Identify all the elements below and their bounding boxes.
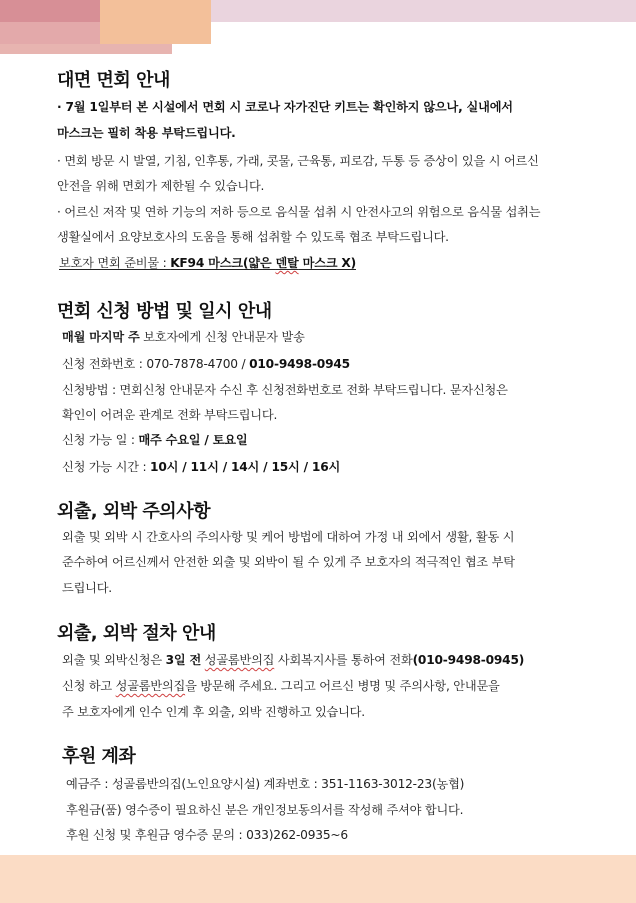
outing-procedure-1 <box>62 651 524 668</box>
application-days <box>62 431 247 448</box>
proc-l1-e: 사회복지사를 통하여 전화 <box>274 653 413 667</box>
visit-mask-notice-2: 마스크는 필히 착용 부탁드립니다. <box>57 126 236 140</box>
outing-caution-1: 외출 및 외박 시 간호사의 주의사항 및 케어 방법에 대하여 가정 내 외에서 생활, 활동 시 <box>62 530 515 544</box>
section-title-outing-caution: 외출, 외박 주의사항 <box>57 501 210 522</box>
donation-inquiry: 후원 신청 및 후원금 영수증 문의 : 033)262-0935~6 <box>66 828 348 842</box>
proc-l2-b: 성골롬반의집 <box>115 679 186 693</box>
visit-food-notice-2: 생활실에서 요양보호사의 도움을 통해 섭취할 수 있도록 협조 부탁드립니다. <box>57 230 449 244</box>
preparation-value-a: KF94 마스크(얇은 <box>170 256 276 270</box>
footer-band <box>0 855 636 903</box>
header-block-peach <box>100 0 211 44</box>
section-title-visit: 대면 면회 안내 <box>57 70 170 91</box>
proc-l1-f: (010-9498-0945) <box>412 653 525 667</box>
phone-mobile: 010-9498-0945 <box>249 357 350 371</box>
section-title-application: 면회 신청 방법 및 일시 안내 <box>57 301 272 322</box>
days-label: 신청 가능 일 : <box>62 433 139 447</box>
visit-food-notice-1: · 어르신 저작 및 연하 기능의 저하 등으로 음식물 섭취 시 안전사고의 위험으로 음식물 섭취는 <box>57 205 541 219</box>
visit-symptom-notice-1: · 면회 방문 시 발열, 기침, 인후통, 가래, 콧물, 근육통, 피로감, 두통 등 증상이 있을 시 어르신 <box>57 154 539 168</box>
donation-receipt: 후원금(품) 영수증이 필요하신 분은 개인정보동의서를 작성해 주셔야 합니다. <box>66 803 464 817</box>
proc-l1-a: 외출 및 외박신청은 <box>62 653 166 667</box>
visit-mask-notice-1: · 7월 1일부터 본 시설에서 면회 시 코로나 자가진단 키트는 확인하지 않으나, 실내에서 <box>57 100 513 114</box>
application-method-2: 확인이 어려운 관계로 전화 부탁드립니다. <box>62 408 278 422</box>
outing-caution-3: 드립니다. <box>62 581 112 595</box>
visit-preparation <box>59 254 356 271</box>
proc-l1-b: 3일 전 <box>165 653 202 667</box>
preparation-label: 보호자 면회 준비물 : <box>59 256 171 270</box>
outing-procedure-3: 주 보호자에게 인수 인계 후 외출, 외박 진행하고 있습니다. <box>62 705 365 719</box>
proc-l2-c: 을 방문해 주세요. 그리고 어르신 병명 및 주의사항, 안내문을 <box>185 679 500 693</box>
visit-symptom-notice-2: 안전을 위해 면회가 제한될 수 있습니다. <box>57 179 265 193</box>
section-title-donation: 후원 계좌 <box>62 746 136 767</box>
application-notice <box>62 328 305 345</box>
times-label: 신청 가능 시간 : <box>62 460 151 474</box>
header-strip <box>0 44 172 54</box>
application-method-1: 신청방법 : 면회신청 안내문자 수신 후 신청전화번호로 전화 부탁드립니다. 문자신청은 <box>62 383 508 397</box>
outing-caution-2: 준수하여 어르신께서 안전한 외출 및 외박이 될 수 있게 주 보호자의 적극적인 협조 부탁 <box>62 555 515 569</box>
times-value: 10시 / 11시 / 14시 / 15시 / 16시 <box>150 460 341 474</box>
donation-account: 예금주 : 성골롬반의집(노인요양시설) 계좌번호 : 351-1163-3012-23(농협) <box>66 777 465 791</box>
proc-l1-d: 성골롬반의집 <box>204 653 275 667</box>
section-title-outing-procedure: 외출, 외박 절차 안내 <box>57 623 216 644</box>
phone-label: 신청 전화번호 : 070-7878-4700 / <box>62 357 250 371</box>
outing-procedure-2 <box>62 677 500 694</box>
notice-rest: 보호자에게 신청 안내문자 발송 <box>139 330 305 344</box>
application-times <box>62 458 340 475</box>
preparation-value-c: 마스크 X) <box>298 256 356 270</box>
header-block-rose <box>0 0 100 22</box>
application-phone <box>62 355 350 372</box>
days-value: 매주 수요일 / 토요일 <box>138 433 248 447</box>
proc-l2-a: 신청 하고 <box>62 679 116 693</box>
notice-bold: 매월 마지막 주 <box>62 330 140 344</box>
preparation-value-b: 덴탈 <box>275 256 299 270</box>
